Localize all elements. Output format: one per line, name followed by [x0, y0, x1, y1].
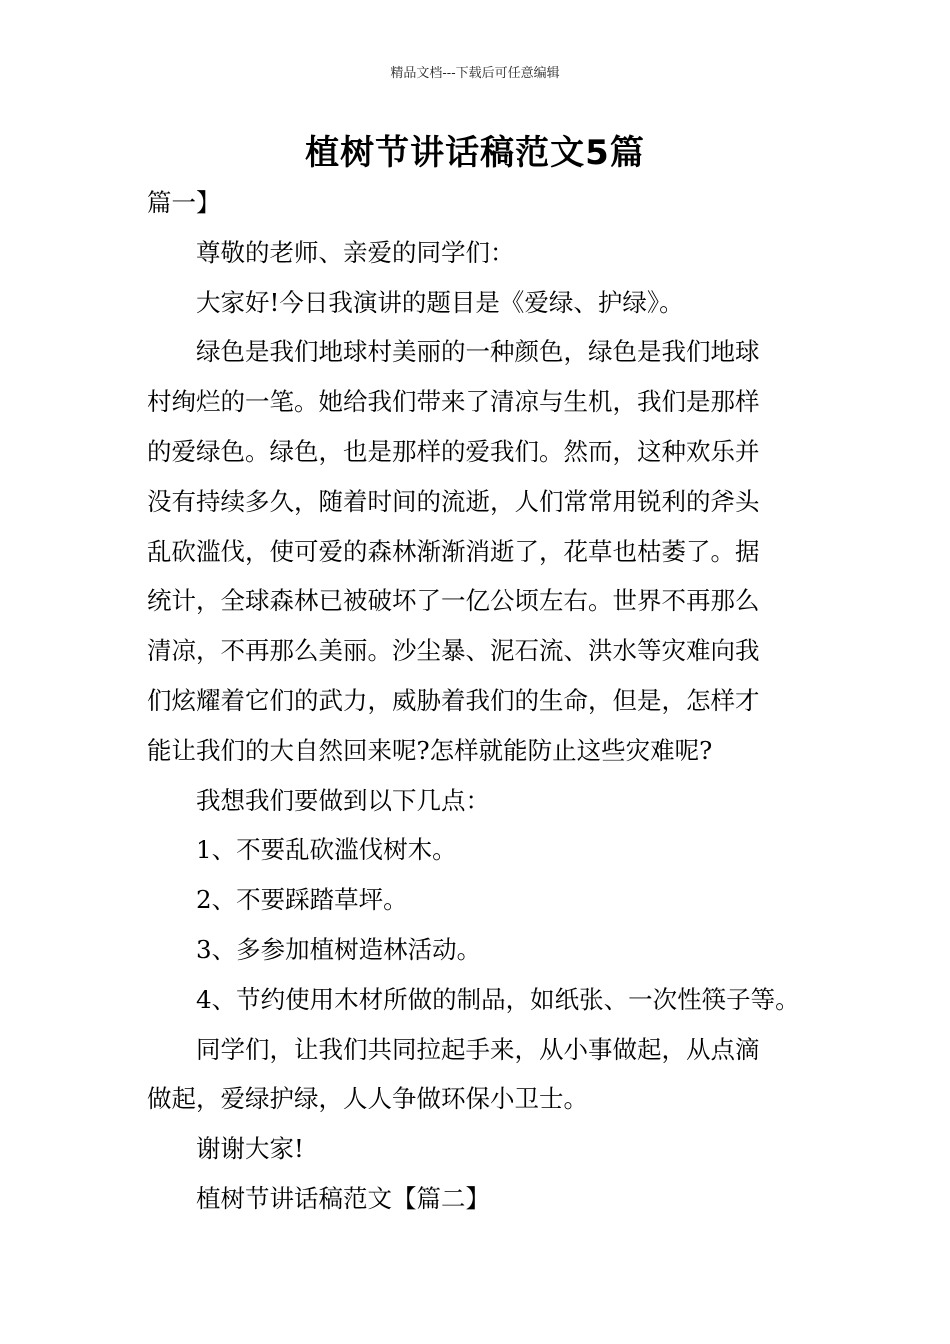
- list-item: 3、多参加植树造林活动。: [196, 934, 482, 964]
- list-item: 1、不要乱砍滥伐树木。: [196, 835, 457, 865]
- points-list: [147, 825, 812, 1024]
- paragraph-line: 村绚烂的一笔。她给我们带来了清凉与生机，我们是那样: [147, 387, 760, 417]
- paragraph-line: 统计，全球森林已被破坏了一亿公顷左右。世界不再那么: [147, 586, 760, 616]
- paragraph-line: 的爱绿色。绿色，也是那样的爱我们。然而，这种欢乐并: [147, 436, 760, 466]
- list-item: 2、不要踩踏草坪。: [196, 885, 408, 915]
- list-item: 4、节约使用木材所做的制品，如纸张、一次性筷子等。: [196, 984, 800, 1014]
- thanks: 谢谢大家!: [196, 1134, 304, 1164]
- paragraph-line: 绿色是我们地球村美丽的一种颜色，绿色是我们地球: [196, 337, 760, 367]
- next-section-heading: 植树节讲话稿范文【篇二】: [196, 1183, 490, 1213]
- paragraph-line: 们炫耀着它们的武力，威胁着我们的生命，但是，怎样才: [147, 685, 760, 715]
- document-body: [147, 178, 812, 1224]
- document-title: 植树节讲话稿范文5篇: [305, 133, 645, 173]
- header-note: 精品文档---下载后可任意编辑: [390, 66, 560, 81]
- paragraph-line: 能让我们的大自然回来呢?怎样就能防止这些灾难呢?: [147, 735, 713, 765]
- salutation: 尊敬的老师、亲爱的同学们：: [196, 237, 515, 267]
- paragraph-line: 没有持续多久，随着时间的流逝，人们常常用锐利的斧头: [147, 486, 760, 516]
- paragraph-line: 乱砍滥伐，使可爱的森林渐渐消逝了，花草也枯萎了。据: [147, 536, 760, 566]
- paragraph-line: 清凉，不再那么美丽。沙尘暴、泥石流、洪水等灾难向我: [147, 636, 760, 666]
- section-label: 篇一】: [147, 188, 221, 217]
- main-paragraph: [147, 327, 812, 775]
- points-intro: 我想我们要做到以下几点：: [196, 785, 490, 815]
- closing-line: 同学们，让我们共同拉起手来，从小事做起，从点滴: [196, 1034, 760, 1064]
- closing-paragraph: [147, 1025, 812, 1125]
- closing-line: 做起，爱绿护绿，人人争做环保小卫士。: [147, 1084, 588, 1114]
- greeting: 大家好!今日我演讲的题目是《爱绿、护绿》。: [196, 287, 684, 317]
